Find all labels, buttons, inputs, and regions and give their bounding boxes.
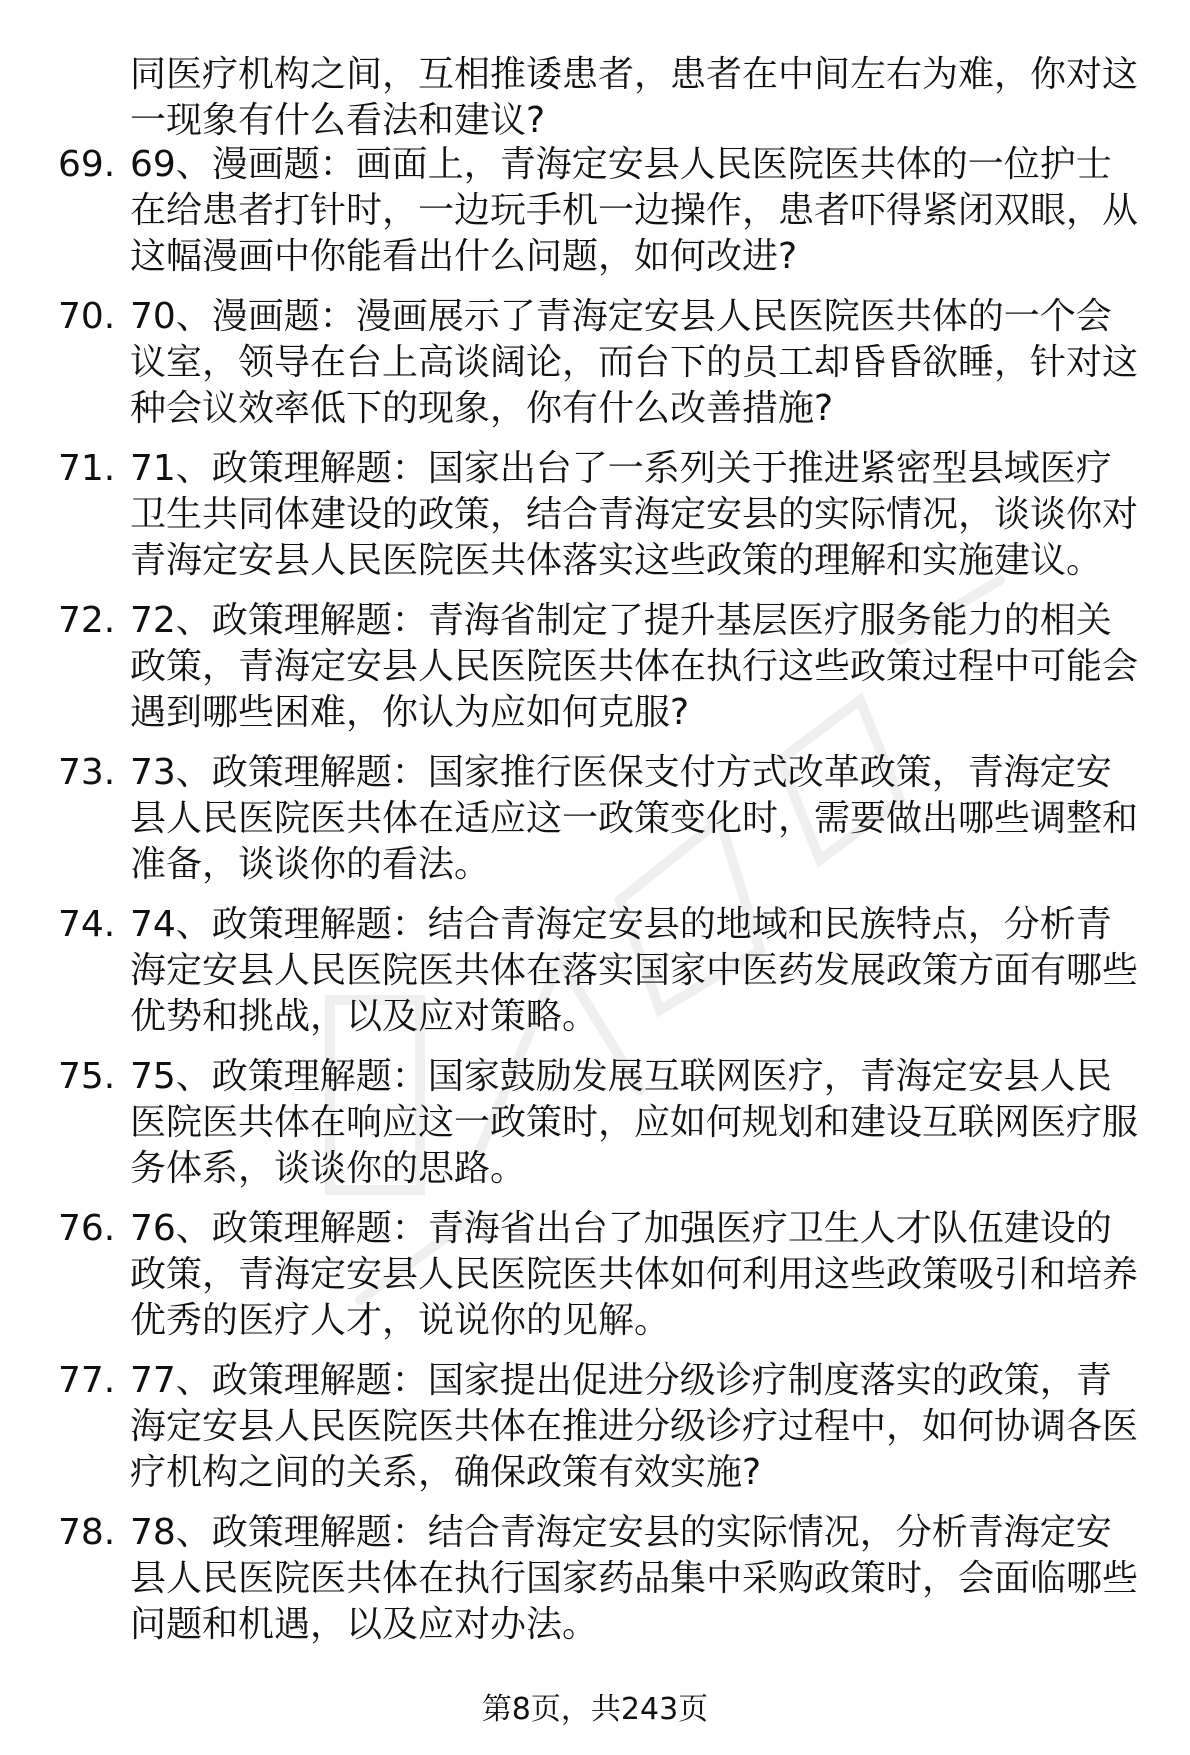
question-text: 75、政策理解题：国家鼓励发展互联网医疗，青海定安县人民医院医共体在响应这一政策时，应如何规划和建设互联网医疗服务体系，谈谈你的思路。 [130,1056,1139,1189]
question-number: 73. [58,752,116,793]
question-number: 78. [58,1512,116,1553]
question-text: 69、漫画题：画面上，青海定安县人民医院医共体的一位护士在给患者打针时，一边玩手机一边操作，患者吓得紧闭双眼，从这幅漫画中你能看出什么问题，如何改进? [130,144,1139,277]
question-number: 70. [58,296,116,337]
question-continuation: 同医疗机构之间，互相推诿患者，患者在中间左右为难，你对这一现象有什么看法和建议? [130,54,1139,141]
question-number: 77. [58,1360,116,1401]
question-number: 72. [58,600,116,641]
question-text: 76、政策理解题：青海省出台了加强医疗卫生人才队伍建设的政策，青海定安县人民医院医共体如何利用这些政策吸引和培养优秀的医疗人才，说说你的见解。 [130,1208,1139,1341]
question-text: 74、政策理解题：结合青海定安县的地域和民族特点，分析青海定安县人民医院医共体在落实国家中医药发展政策方面有哪些优势和挑战，以及应对策略。 [130,904,1139,1037]
question-number: 69. [58,144,116,185]
question-text: 70、漫画题：漫画展示了青海定安县人民医院医共体的一个会议室，领导在台上高谈阔论，而台下的员工却昏昏欲睡，针对这种会议效率低下的现象，你有什么改善措施? [130,296,1139,429]
question-text: 71、政策理解题：国家出台了一系列关于推进紧密型县域医疗卫生共同体建设的政策，结合青海定安县的实际情况，谈谈你对青海定安县人民医院医共体落实这些政策的理解和实施建议。 [130,448,1139,581]
question-number: 75. [58,1056,116,1097]
question-number: 76. [58,1208,116,1249]
question-text: 78、政策理解题：结合青海定安县的实际情况，分析青海定安县人民医院医共体在执行国家药品集中采购政策时，会面临哪些问题和机遇，以及应对办法。 [130,1512,1139,1645]
question-text: 72、政策理解题：青海省制定了提升基层医疗服务能力的相关政策，青海定安县人民医院医共体在执行这些政策过程中可能会遇到哪些困难，你认为应如何克服? [130,600,1139,733]
question-text: 77、政策理解题：国家提出促进分级诊疗制度落实的政策，青海定安县人民医院医共体在推进分级诊疗过程中，如何协调各医疗机构之间的关系，确保政策有效实施? [130,1360,1139,1493]
question-text: 73、政策理解题：国家推行医保支付方式改革政策，青海定安县人民医院医共体在适应这一政策变化时，需要做出哪些调整和准备，谈谈你的看法。 [130,752,1139,885]
question-number: 71. [58,448,116,489]
question-number: 74. [58,904,116,945]
page-footer: 第8页，共243页 [481,1692,709,1727]
